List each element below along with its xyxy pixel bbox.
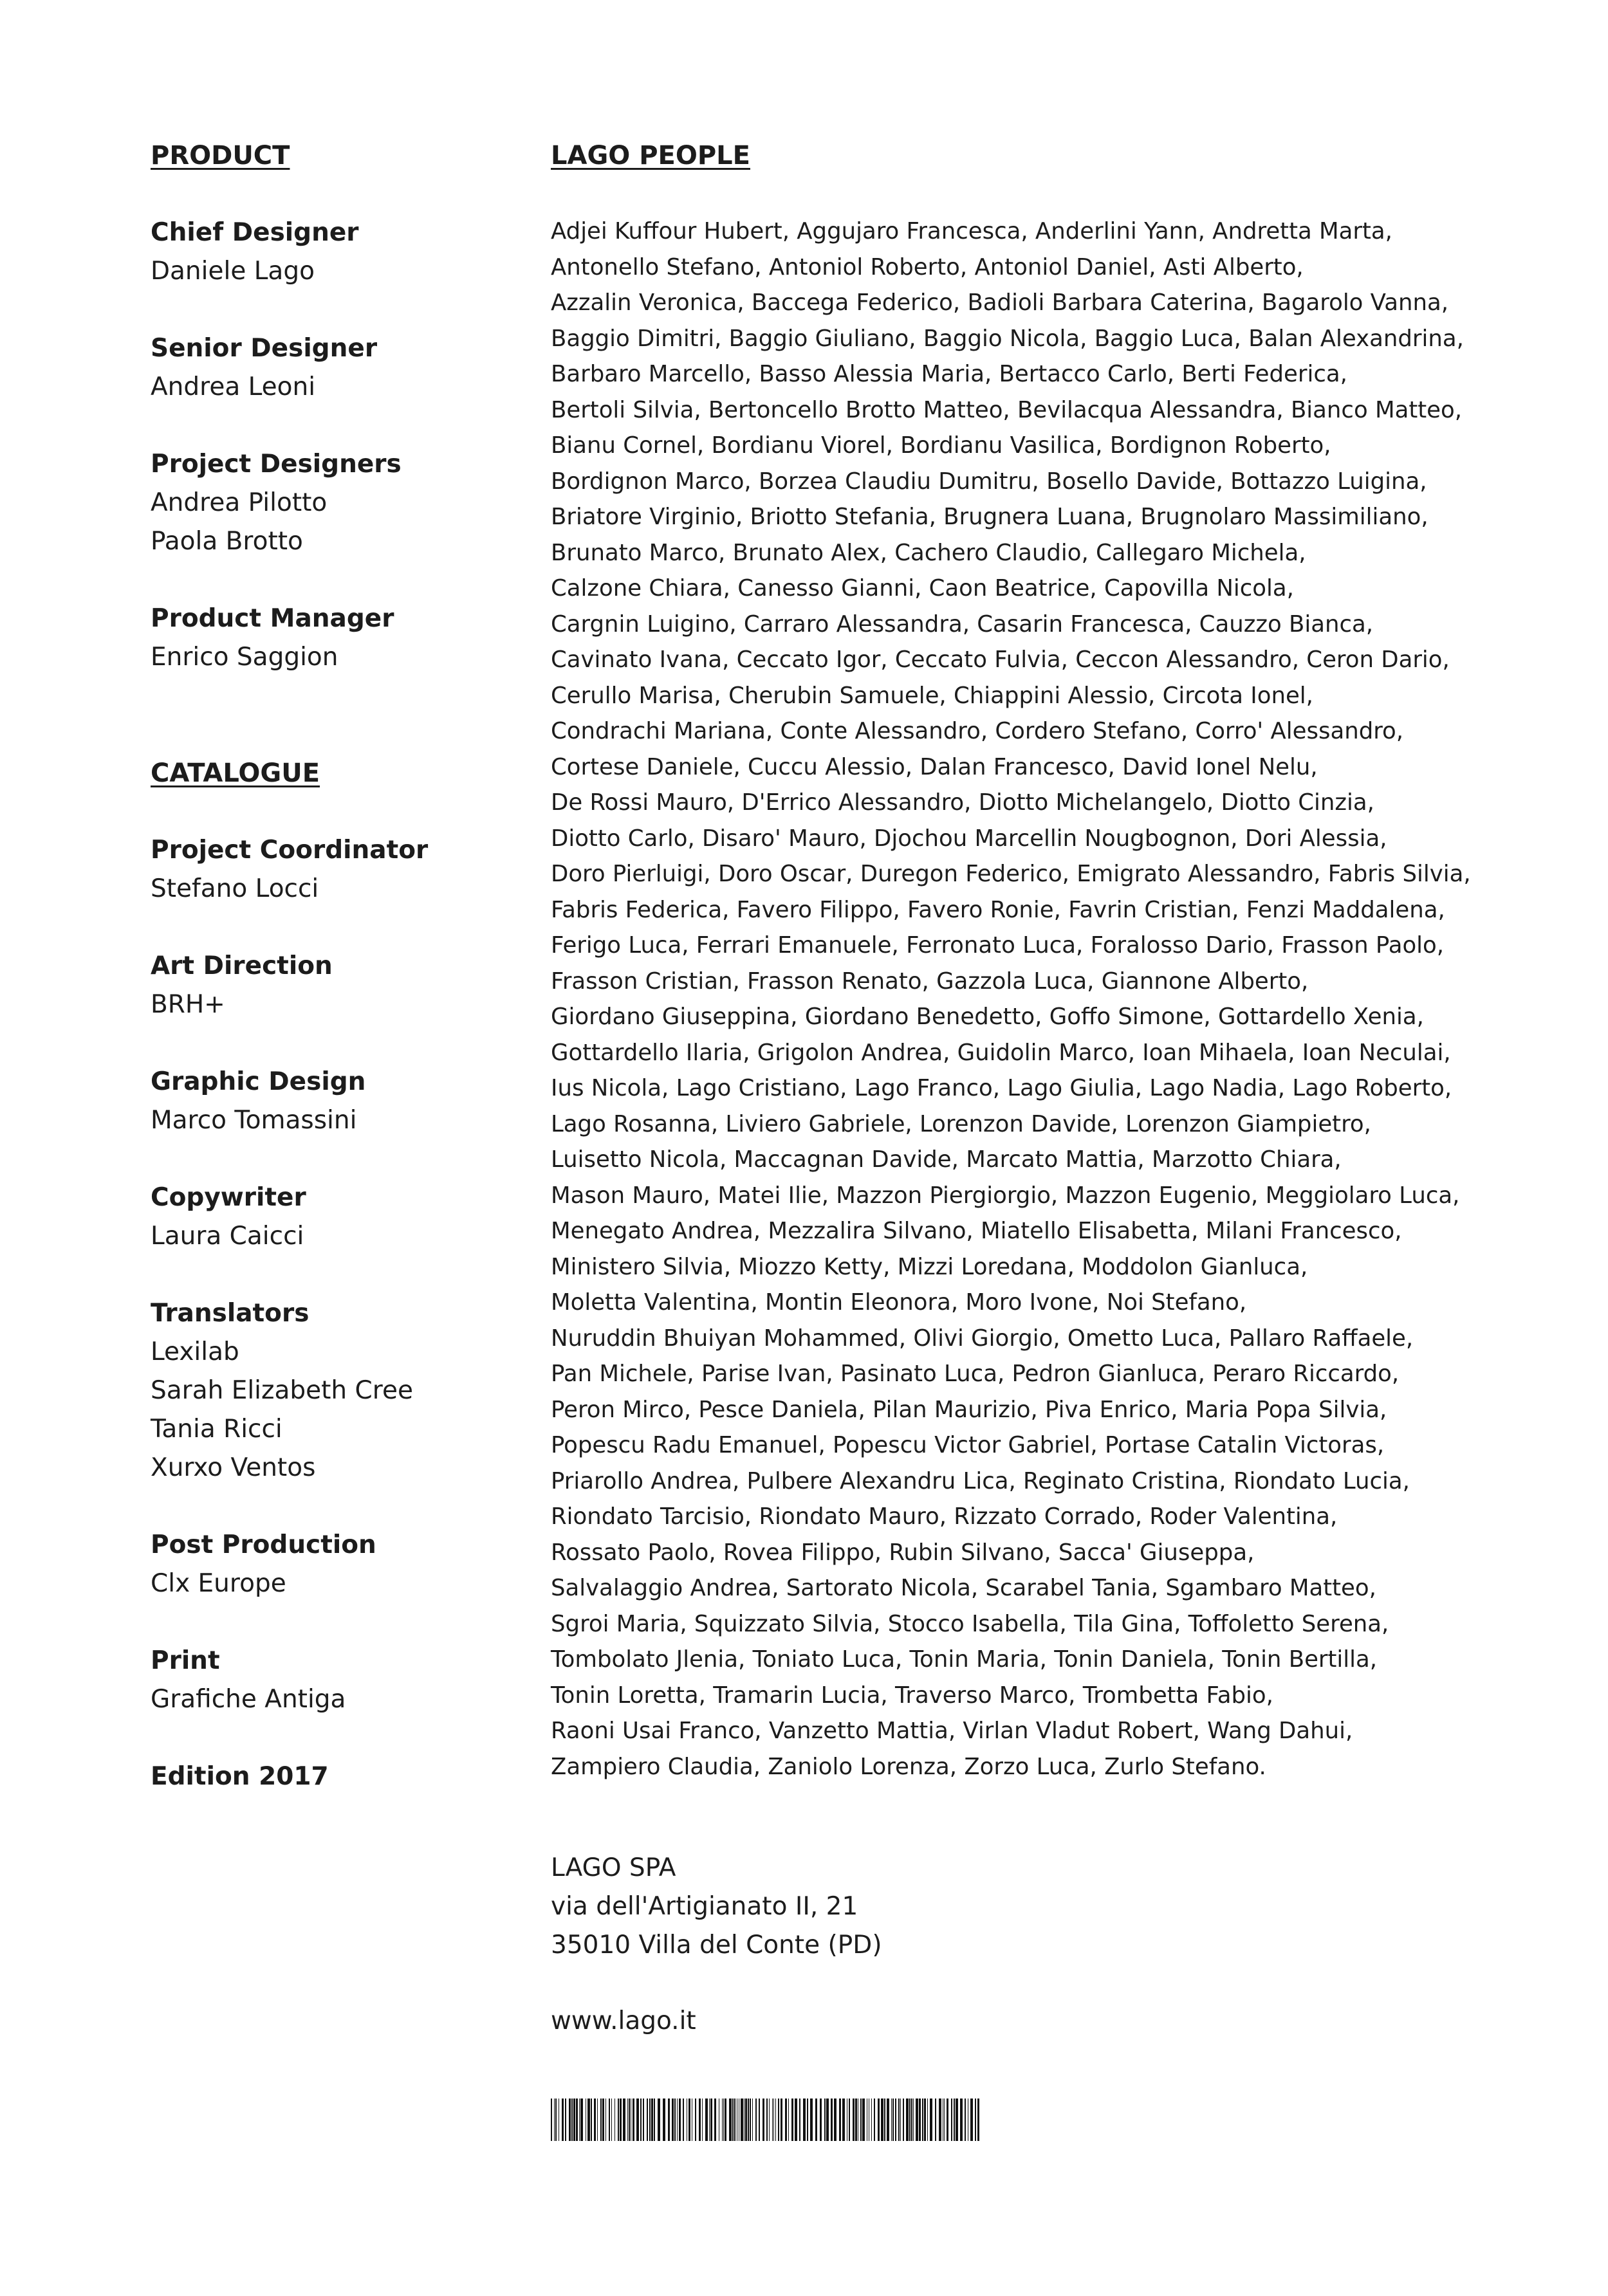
- barcode-bar: [663, 2099, 665, 2141]
- barcode-bar: [891, 2099, 892, 2141]
- credit-project-coordinator: [151, 831, 511, 908]
- barcode-bar: [725, 2099, 726, 2141]
- credit-senior-designer: [151, 329, 511, 407]
- barcode-bar: [855, 2099, 857, 2141]
- credit-person: Andrea Leoni: [151, 372, 316, 401]
- barcode-bar: [643, 2099, 644, 2141]
- barcode-bar: [795, 2099, 797, 2141]
- barcode-bar: [636, 2099, 639, 2141]
- barcode-bar: [602, 2099, 604, 2141]
- lago-people-title: LAGO PEOPLE: [551, 141, 750, 170]
- people-line: Peron Mirco, Pesce Daniela, Pilan Maurizio, Piva Enrico, Maria Popa Silvia,: [551, 1396, 1387, 1423]
- barcode-bar: [623, 2099, 625, 2141]
- barcode-bar: [975, 2099, 976, 2141]
- barcode-bar: [788, 2099, 789, 2141]
- people-line: Azzalin Veronica, Baccega Federico, Badioli Barbara Caterina, Bagarolo Vanna,: [551, 289, 1449, 316]
- company-name: LAGO SPA: [551, 1853, 676, 1882]
- barcode-bar: [853, 2099, 855, 2141]
- barcode-bar: [748, 2099, 749, 2141]
- credit-person: BRH+: [151, 990, 225, 1019]
- barcode-bar: [745, 2099, 747, 2141]
- barcode-bar: [922, 2099, 923, 2141]
- people-line: Antonello Stefano, Antoniol Roberto, Antoniol Daniel, Asti Alberto,: [551, 253, 1304, 280]
- barcode-bar: [954, 2099, 955, 2141]
- barcode-bar: [729, 2099, 732, 2141]
- barcode-bar: [723, 2099, 724, 2141]
- barcode-bar: [732, 2099, 734, 2141]
- barcode-bar: [960, 2099, 963, 2141]
- barcode-bar: [874, 2099, 875, 2141]
- edition-label: Edition 2017: [151, 1762, 329, 1791]
- barcode-bar: [919, 2099, 921, 2141]
- barcode-bar: [611, 2099, 612, 2141]
- barcode-bar: [677, 2099, 678, 2141]
- barcode-bar: [778, 2099, 779, 2141]
- credit-person: Tania Ricci: [151, 1415, 282, 1444]
- credit-person: Clx Europe: [151, 1569, 286, 1598]
- barcode-bar: [769, 2099, 770, 2141]
- barcode-bar: [939, 2099, 941, 2141]
- credit-role: Art Direction: [151, 951, 333, 980]
- barcode-bar: [911, 2099, 912, 2141]
- people-line: Riondato Tarcisio, Riondato Mauro, Rizzato Corrado, Roder Valentina,: [551, 1503, 1338, 1530]
- barcode-bar: [900, 2099, 901, 2141]
- people-line: Cargnin Luigino, Carraro Alessandra, Casarin Francesca, Cauzzo Bianca,: [551, 611, 1374, 638]
- barcode-bar: [554, 2099, 555, 2141]
- barcode-bar: [849, 2099, 850, 2141]
- barcode-bar: [906, 2099, 909, 2141]
- people-line: De Rossi Mauro, D'Errico Alessandro, Diotto Michelangelo, Diotto Cinzia,: [551, 789, 1374, 816]
- barcode-bar: [895, 2099, 896, 2141]
- barcode-bar: [826, 2099, 829, 2141]
- barcode-bar: [815, 2099, 817, 2141]
- barcode-bar: [884, 2099, 885, 2141]
- barcode-bar: [647, 2099, 648, 2141]
- barcode-bar: [947, 2099, 948, 2141]
- credit-person: Lexilab: [151, 1337, 239, 1366]
- people-line: Ferigo Luca, Ferrari Emanuele, Ferronato Luca, Foralosso Dario, Frasson Paolo,: [551, 932, 1445, 959]
- barcode-bar: [609, 2099, 610, 2141]
- credit-role: Copywriter: [151, 1183, 306, 1212]
- people-line: Cerullo Marisa, Cherubin Samuele, Chiappini Alessio, Circota Ionel,: [551, 682, 1313, 709]
- people-line: Salvalaggio Andrea, Sartorato Nicola, Scarabel Tania, Sgambaro Matteo,: [551, 1575, 1376, 1601]
- catalogue-section-title: CATALOGUE: [151, 758, 320, 788]
- barcode-bar: [702, 2099, 703, 2141]
- barcode-bar: [714, 2099, 716, 2141]
- barcode-bar: [683, 2099, 684, 2141]
- barcode-bar: [640, 2099, 642, 2141]
- barcode-bar: [775, 2099, 776, 2141]
- barcode-bar: [629, 2099, 630, 2141]
- barcode-bar: [834, 2099, 836, 2141]
- barcode-bar: [892, 2099, 894, 2141]
- credit-graphic-design: [151, 1063, 511, 1140]
- barcode-bar: [935, 2099, 936, 2141]
- barcode-bar: [970, 2099, 973, 2141]
- barcode-bar: [913, 2099, 914, 2141]
- credit-person: Enrico Saggion: [151, 643, 338, 672]
- credit-role: Post Production: [151, 1530, 376, 1559]
- people-line: Cortese Daniele, Cuccu Alessio, Dalan Francesco, David Ionel Nelu,: [551, 753, 1318, 780]
- people-line: Luisetto Nicola, Maccagnan Davide, Marcato Mattia, Marzotto Chiara,: [551, 1146, 1342, 1173]
- barcode-bar: [860, 2099, 862, 2141]
- people-line: Popescu Radu Emanuel, Popescu Victor Gabriel, Portase Catalin Victoras,: [551, 1432, 1385, 1458]
- barcode-bar: [618, 2099, 619, 2141]
- people-line: Mason Mauro, Matei Ilie, Mazzon Piergiorgio, Mazzon Eugenio, Meggiolaro Luca,: [551, 1182, 1460, 1209]
- barcode-bar: [839, 2099, 841, 2141]
- credit-art-direction: [151, 947, 511, 1024]
- barcode-bar: [887, 2099, 889, 2141]
- barcode-bar: [927, 2099, 928, 2141]
- barcode-bar: [679, 2099, 681, 2141]
- credit-translators: [151, 1294, 511, 1487]
- people-line: Fabris Federica, Favero Filippo, Favero Ronie, Favrin Cristian, Fenzi Maddalena,: [551, 896, 1445, 923]
- credit-role: Chief Designer: [151, 218, 359, 247]
- people-line: Baggio Dimitri, Baggio Giuliano, Baggio Nicola, Baggio Luca, Balan Alexandrina,: [551, 325, 1464, 352]
- company-address: [551, 1849, 1555, 1965]
- barcode-bar: [810, 2099, 813, 2141]
- barcode-bar: [824, 2099, 826, 2141]
- people-line: Pan Michele, Parise Ivan, Pasinato Luca, Pedron Gianluca, Peraro Riccardo,: [551, 1361, 1400, 1387]
- people-line: Giordano Giuseppina, Giordano Benedetto, Goffo Simone, Gottardello Xenia,: [551, 1004, 1424, 1030]
- barcode-bar: [674, 2099, 676, 2141]
- barcode-bar: [766, 2099, 768, 2141]
- barcode-bar: [600, 2099, 602, 2141]
- barcode-bar: [785, 2099, 787, 2141]
- barcode-bar: [579, 2099, 580, 2141]
- left-column: [151, 136, 511, 1796]
- barcode-bar: [791, 2099, 793, 2141]
- barcode-bar: [651, 2099, 653, 2141]
- barcode-bar: [881, 2099, 883, 2141]
- barcode-bar: [842, 2099, 845, 2141]
- barcode-bar: [750, 2099, 751, 2141]
- barcode-graphic: [551, 2099, 982, 2141]
- barcode-bar: [820, 2099, 822, 2141]
- barcode-bar: [762, 2099, 764, 2141]
- barcode-bar: [668, 2099, 670, 2141]
- credit-person: Marco Tomassini: [151, 1106, 357, 1135]
- people-line: Nuruddin Bhuiyan Mohammed, Olivi Giorgio, Ometto Luca, Pallaro Raffaele,: [551, 1325, 1414, 1352]
- barcode-bar: [965, 2099, 966, 2141]
- barcode-bar: [781, 2099, 782, 2141]
- barcode-bar: [672, 2099, 674, 2141]
- barcode-bar: [562, 2099, 564, 2141]
- credit-person: Grafiche Antiga: [151, 1685, 346, 1714]
- barcode-bar: [752, 2099, 753, 2141]
- people-line: Barbaro Marcello, Basso Alessia Maria, Bertacco Carlo, Berti Federica,: [551, 361, 1347, 387]
- barcode-bar: [807, 2099, 808, 2141]
- barcode-bar: [862, 2099, 865, 2141]
- barcode-bar: [654, 2099, 655, 2141]
- credit-person: Andrea Pilotto: [151, 488, 328, 517]
- barcode-bar: [722, 2099, 723, 2141]
- people-line: Bianu Cornel, Bordianu Viorel, Bordianu Vasilica, Bordignon Roberto,: [551, 432, 1331, 459]
- barcode-bar: [755, 2099, 757, 2141]
- people-line: Gottardello Ilaria, Grigolon Andrea, Guidolin Marco, Ioan Mihaela, Ioan Neculai,: [551, 1039, 1451, 1066]
- barcode-bar: [759, 2099, 760, 2141]
- credit-role: Senior Designer: [151, 334, 378, 363]
- barcode-bar: [627, 2099, 628, 2141]
- credit-project-designers: [151, 445, 511, 561]
- barcode-bar: [620, 2099, 622, 2141]
- barcode-bar: [924, 2099, 926, 2141]
- people-line: Zampiero Claudia, Zaniolo Lorenza, Zorzo Luca, Zurlo Stefano.: [551, 1753, 1266, 1780]
- people-line: Bordignon Marco, Borzea Claudiu Dumitru, Bosello Davide, Bottazzo Luigina,: [551, 468, 1427, 495]
- barcode-bar: [799, 2099, 800, 2141]
- people-line: Sgroi Maria, Squizzato Silvia, Stocco Isabella, Tila Gina, Toffoletto Serena,: [551, 1610, 1389, 1637]
- barcode-bar: [916, 2099, 918, 2141]
- barcode-bar: [569, 2099, 571, 2141]
- barcode-bar: [871, 2099, 872, 2141]
- barcode-icon: [551, 2099, 982, 2141]
- barcode-bar: [903, 2099, 904, 2141]
- barcode-bar: [573, 2099, 575, 2141]
- barcode-bar: [565, 2099, 566, 2141]
- barcode-bar: [710, 2099, 712, 2141]
- people-line: Calzone Chiara, Canesso Gianni, Caon Beatrice, Capovilla Nicola,: [551, 575, 1294, 602]
- people-line: Ius Nicola, Lago Cristiano, Lago Franco, Lago Giulia, Lago Nadia, Lago Roberto,: [551, 1075, 1452, 1101]
- people-line: Bertoli Silvia, Bertoncello Brotto Matteo, Bevilacqua Alessandra, Bianco Matteo,: [551, 396, 1463, 423]
- credit-role: Graphic Design: [151, 1067, 366, 1096]
- people-line: Menegato Andrea, Mezzalira Silvano, Miatello Elisabetta, Milani Francesco,: [551, 1218, 1402, 1244]
- people-line: Lago Rosanna, Liviero Gabriele, Lorenzon Davide, Lorenzon Giampietro,: [551, 1110, 1371, 1137]
- people-line: Doro Pierluigi, Doro Oscar, Duregon Federico, Emigrato Alessandro, Fabris Silvia,: [551, 861, 1471, 887]
- barcode-bar: [956, 2099, 958, 2141]
- people-line: Ministero Silvia, Miozzo Ketty, Mizzi Loredana, Moddolon Gianluca,: [551, 1253, 1308, 1280]
- barcode-bar: [649, 2099, 651, 2141]
- barcode-bar: [591, 2099, 592, 2141]
- people-list: [551, 214, 1555, 1785]
- product-section-title: PRODUCT: [151, 141, 290, 170]
- barcode-bar: [741, 2099, 743, 2141]
- barcode-bar: [734, 2099, 735, 2141]
- credit-role: Translators: [151, 1299, 310, 1328]
- barcode-bar: [633, 2099, 634, 2141]
- barcode-bar: [773, 2099, 774, 2141]
- edition-block: [151, 1758, 511, 1796]
- company-city: 35010 Villa del Conte (PD): [551, 1931, 882, 1960]
- barcode-bar: [658, 2099, 660, 2141]
- credit-person: Xurxo Ventos: [151, 1453, 316, 1482]
- people-line: Raoni Usai Franco, Vanzetto Mattia, Virlan Vladut Robert, Wang Dahui,: [551, 1718, 1353, 1744]
- people-line: Briatore Virginio, Briotto Stefania, Brugnera Luana, Brugnolaro Massimiliano,: [551, 504, 1428, 530]
- credit-person: Sarah Elizabeth Cree: [151, 1376, 413, 1405]
- credit-person: Paola Brotto: [151, 527, 303, 556]
- barcode-bar: [587, 2099, 590, 2141]
- people-line: Tombolato Jlenia, Toniato Luca, Tonin Maria, Tonin Daniela, Tonin Bertilla,: [551, 1646, 1378, 1673]
- people-line: Cavinato Ivana, Ceccato Igor, Ceccato Fulvia, Ceccon Alessandro, Ceron Dario,: [551, 647, 1450, 673]
- barcode-bar: [571, 2099, 573, 2141]
- people-line: Moletta Valentina, Montin Eleonora, Moro Ivone, Noi Stefano,: [551, 1289, 1247, 1316]
- barcode-bar: [930, 2099, 932, 2141]
- barcode-bar: [705, 2099, 708, 2141]
- people-line: Condrachi Mariana, Conte Alessandro, Cordero Stefano, Corro' Alessandro,: [551, 718, 1404, 744]
- barcode-bar: [951, 2099, 952, 2141]
- right-column: [551, 136, 1555, 2141]
- barcode-bar: [597, 2099, 598, 2141]
- people-line: Adjei Kuffour Hubert, Aggujaro Francesca, Anderlini Yann, Andretta Marta,: [551, 218, 1392, 244]
- barcode-bar: [576, 2099, 578, 2141]
- barcode-bar: [551, 2099, 552, 2141]
- people-line: Frasson Cristian, Frasson Renato, Gazzola Luca, Giannone Alberto,: [551, 968, 1309, 995]
- company-street: via dell'Artigianato II, 21: [551, 1892, 858, 1921]
- people-line: Diotto Carlo, Disaro' Mauro, Djochou Marcellin Nougbognon, Dori Alessia,: [551, 825, 1387, 852]
- credit-print: [151, 1642, 511, 1719]
- credit-person: Stefano Locci: [151, 874, 319, 903]
- credit-product-manager: [151, 600, 511, 677]
- barcode-bar: [688, 2099, 690, 2141]
- barcode-bar: [977, 2099, 979, 2141]
- credit-person: Laura Caicci: [151, 1222, 304, 1251]
- barcode-bar: [831, 2099, 833, 2141]
- people-line: Rossato Paolo, Rovea Filippo, Rubin Silvano, Sacca' Giuseppa,: [551, 1539, 1255, 1566]
- barcode-bar: [803, 2099, 806, 2141]
- credit-chief-designer: [151, 214, 511, 291]
- barcode-bar: [594, 2099, 596, 2141]
- credit-role: Project Coordinator: [151, 836, 429, 865]
- credit-role: Project Designers: [151, 450, 402, 479]
- people-line: Brunato Marco, Brunato Alex, Cachero Claudio, Callegaro Michela,: [551, 539, 1306, 566]
- credit-role: Product Manager: [151, 604, 394, 633]
- barcode-bar: [898, 2099, 900, 2141]
- people-line: Priarollo Andrea, Pulbere Alexandru Lica, Reginato Cristina, Riondato Lucia,: [551, 1467, 1410, 1494]
- barcode-bar: [709, 2099, 710, 2141]
- barcode-bar: [580, 2099, 583, 2141]
- barcode-bar: [555, 2099, 557, 2141]
- company-website: www.lago.it: [551, 2007, 696, 2035]
- barcode-bar: [944, 2099, 945, 2141]
- credit-role: Print: [151, 1646, 220, 1675]
- barcode-bar: [878, 2099, 880, 2141]
- people-line: Tonin Loretta, Tramarin Lucia, Traverso Marco, Trombetta Fabio,: [551, 1682, 1273, 1709]
- barcode-bar: [699, 2099, 701, 2141]
- credit-post-production: [151, 1526, 511, 1603]
- barcode-bar: [772, 2099, 773, 2141]
- barcode-bar: [605, 2099, 606, 2141]
- credit-person: Daniele Lago: [151, 257, 315, 286]
- barcode-bar: [909, 2099, 910, 2141]
- credit-copywriter: [151, 1179, 511, 1256]
- barcode-bar: [695, 2099, 696, 2141]
